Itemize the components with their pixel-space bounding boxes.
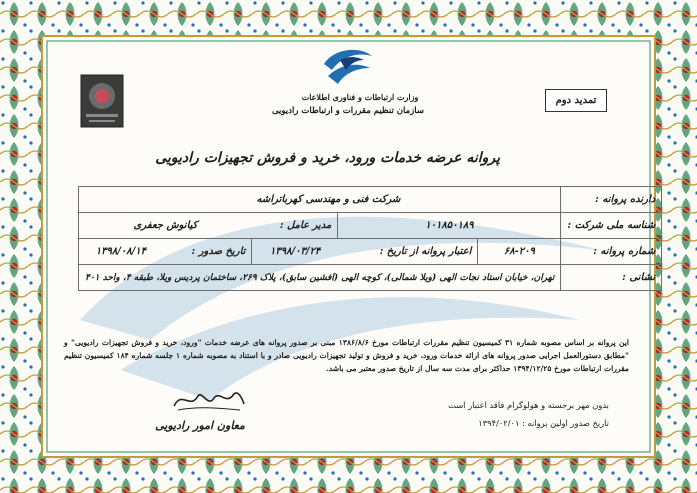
issue-date-label: تاریخ صدور : bbox=[163, 239, 252, 265]
valid-from-label: اعتبار پروانه از تاریخ : bbox=[338, 239, 478, 265]
first-issue-label: تاریخ صدور اولین پروانه : bbox=[522, 418, 609, 428]
first-issue-date bbox=[374, 418, 609, 428]
address-value: تهران، خیابان استاد نجات الهی (ویلا شمالی)، کوچه الهی (افشین سابق)، پلاک ۲۶۹، ساختمان پردیس ویلا، طبقه ۴، واحد ۴۰۱ bbox=[79, 265, 561, 291]
ministry-name: وزارت ارتباطات و فناوری اطلاعات bbox=[301, 92, 419, 102]
license-number-value: ۶۸-۲۰۹ bbox=[478, 239, 561, 265]
valid-from-value: ۱۳۹۸/۰۳/۲۴ bbox=[252, 239, 338, 265]
hologram-seal-icon bbox=[80, 74, 124, 128]
ceo-label: مدیر عامل : bbox=[252, 213, 338, 239]
first-issue-value: ۱۳۹۴/۰۲/۰۱ bbox=[478, 418, 520, 428]
national-id-value: ۱۰۱۸۵۰۱۸۹ bbox=[338, 213, 561, 239]
holder-label: دارنده پروانه : bbox=[561, 187, 662, 213]
issue-date-value: ۱۳۹۸/۰۸/۱۴ bbox=[79, 239, 163, 265]
license-number-label: شماره پروانه : bbox=[561, 239, 662, 265]
document-title: پروانه عرضه خدمات ورود، خرید و فروش تجهیزات رادیویی bbox=[155, 150, 500, 166]
renewal-badge: تمدید دوم bbox=[545, 89, 607, 112]
signer-title: معاون امور رادیویی bbox=[155, 419, 245, 432]
signature-icon bbox=[168, 386, 248, 414]
organization-logo-icon bbox=[320, 42, 376, 86]
national-id-label: شناسه ملی شرکت : bbox=[561, 213, 662, 239]
ceo-value: کیانوش جعفری bbox=[79, 213, 252, 239]
license-terms-text: این پروانه بر اساس مصوبه شماره ۳۱ کمیسیون تنظیم مقررات ارتباطات مورخ ۱۳۸۶/۸/۶ مبنی بر صدور پروانه های عرضه خدمات "ورود، خرید و فروش تجهیزات رادیویی" و "مطابق دستورالعمل اجرایی صدور پروانه های ارائه خدمات ورود، خرید و فروش و تولید تجهیزات رادیویی صادر و با استناد به مصوبه شماره ۱ جلسه شماره ۱۸۴ کمیسیون تنظیم مقررات ارتباطات مورخ ۱۳۹۴/۱۲/۲۵ حداکثر برای مدت سه سال از تاریخ صدور معتبر می باشد. bbox=[64, 338, 630, 373]
license-info-table bbox=[78, 186, 662, 291]
organization-name: سازمان تنظیم مقررات و ارتباطات رادیویی bbox=[271, 106, 424, 116]
address-label: نشانی : bbox=[561, 265, 662, 291]
holder-value: شرکت فنی و مهندسی کهرباتراشه bbox=[79, 187, 561, 213]
validity-note: بدون مهر برجسته و هولوگرام فاقد اعتبار است bbox=[448, 400, 609, 410]
